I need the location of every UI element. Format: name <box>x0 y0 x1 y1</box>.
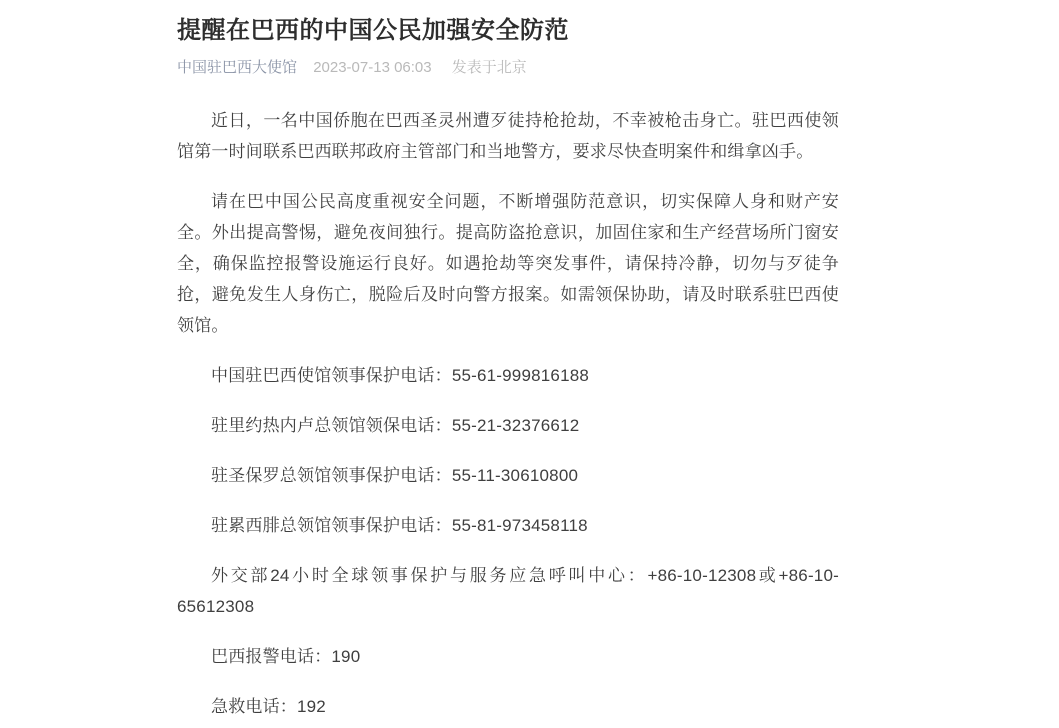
contact-number: 55-21-32376612 <box>451 416 580 435</box>
paragraph-incident: 近日，一名中国侨胞在巴西圣灵州遭歹徒持枪抢劫，不幸被枪击身亡。驻巴西使领馆第一时间联系巴西联邦政府主管部门和当地警方，要求尽快查明案件和缉拿凶手。 <box>177 111 839 161</box>
contact-number: +86-10-12308或+86-10-65612308 <box>177 566 839 616</box>
contact-label: 外交部24小时全球领事保护与服务应急呼叫中心： <box>211 566 648 585</box>
contact-brazil-police <box>177 641 839 672</box>
contact-embassy-brasilia <box>177 360 839 391</box>
contact-number: 55-61-999816188 <box>451 366 590 385</box>
contact-number: 55-11-30610800 <box>451 466 579 485</box>
contact-brazil-ambulance <box>177 691 839 722</box>
publish-location: 发表于北京 <box>451 59 527 76</box>
contact-rio-consulate <box>177 410 839 441</box>
contact-number: 190 <box>331 647 361 666</box>
article-meta <box>177 57 839 78</box>
article <box>177 0 839 722</box>
contact-recife-consulate <box>177 510 839 541</box>
contact-label: 巴西报警电话： <box>211 647 332 666</box>
contact-label: 急救电话： <box>211 697 297 716</box>
contact-label: 驻累西腓总领馆领事保护电话： <box>211 516 452 535</box>
contact-label: 驻圣保罗总领馆领事保护电话： <box>211 466 452 485</box>
contact-number: 192 <box>297 697 326 716</box>
contact-number: 55-81-973458118 <box>451 516 588 535</box>
author-account-link[interactable]: 中国驻巴西大使馆 <box>177 59 298 76</box>
paragraph-safety-advice: 请在巴中国公民高度重视安全问题，不断增强防范意识，切实保障人身和财产安全。外出提高警惕，避免夜间独行。提高防盗抢意识，加固住家和生产经营场所门窗安全，确保监控报警设施运行良好。如遇抢劫等突发事件，请保持冷静，切勿与歹徒争抢，避免发生人身伤亡，脱险后及时向警方报案。如需领保协助，请及时联系驻巴西使领馆。 <box>177 192 839 335</box>
contact-label: 中国驻巴西使馆领事保护电话： <box>211 366 452 385</box>
page-title: 提醒在巴西的中国公民加强安全防范 <box>177 17 569 44</box>
contact-mfa-hotline <box>177 560 839 622</box>
article-body <box>177 105 839 722</box>
contact-saopaulo-consulate <box>177 460 839 491</box>
contact-label: 驻里约热内卢总领馆领保电话： <box>211 416 452 435</box>
publish-time: 2023-07-13 06:03 <box>313 59 432 76</box>
